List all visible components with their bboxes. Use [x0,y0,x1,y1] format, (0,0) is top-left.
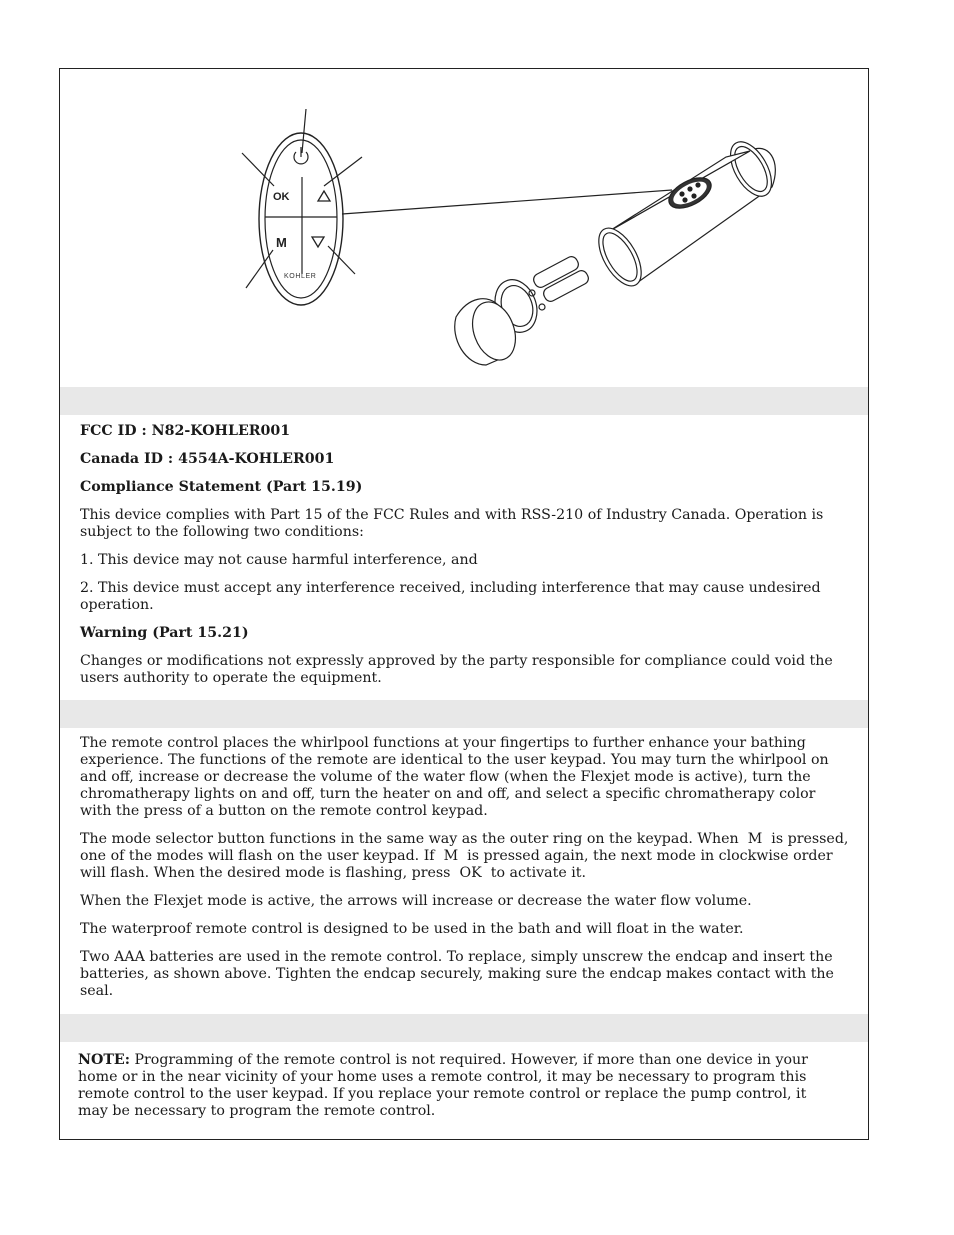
compliance-heading: Compliance Statement (Part 15.19) [80,479,363,495]
note-label: NOTE: [78,1052,130,1068]
condition-2: 2. This device must accept any interference received, including interference that may cause undesired operation. [80,580,821,613]
programming-note [78,1052,838,1120]
mode-key-ref: M [443,848,459,864]
canada-id: Canada ID : 4554A-KOHLER001 [80,451,335,467]
page-frame [59,68,869,1140]
operation-paragraph-5: Two AAA batteries are used in the remote control. To replace, simply unscrew the endcap and insert the batteries, as shown above. Tighten the endcap securely, making sure the endcap makes contact with the seal. [80,949,834,999]
mode-key-ref: M [747,831,763,847]
section-band-operation [60,700,868,728]
programming-section [78,1052,838,1131]
ok-key-ref: OK [459,865,482,881]
down-arrow-icon [312,237,324,247]
note-text: Programming of the remote control is not required. However, if more than one device in your home or in the near vicinity of your home uses a remote control, it may be necessary to program this remote control to the user keypad. If you replace your remote control or replace the pump control, it may be necessary to program the remote control. [78,1052,808,1119]
operation-paragraph-1: The remote control places the whirlpool functions at your fingertips to further enhance your bathing experience. The functions of the remote are identical to the user keypad. You may turn the whirlpool on and off, increase or decrease the volume of the water flow (when the Flexjet mode is active), turn the chromatherapy lights on and off, turn the heater on and off, and select a specific chromatherapy color with the press of a button on the remote control keypad. [80,735,829,819]
operation-paragraph-4: The waterproof remote control is designed to be used in the bath and will float in the water. [80,921,744,937]
warning-text: Changes or modifications not expressly approved by the party responsible for compliance could void the users authority to operate the equipment. [80,653,833,686]
brand-label: KOHLER [284,273,317,280]
warning-heading: Warning (Part 15.21) [80,625,249,641]
up-arrow-icon [318,191,330,201]
compliance-text: This device complies with Part 15 of the FCC Rules and with RSS-210 of Industry Canada. Operation is subject to the following two conditions: [80,507,824,540]
ok-label: OK [273,191,290,203]
operation-section [80,735,850,1011]
section-band-fcc [60,387,868,415]
endcap [455,296,523,366]
fcc-section [80,423,850,698]
remote-control-illustration [60,69,868,387]
power-icon [294,147,308,164]
section-band-programming [60,1014,868,1042]
batteries-icon [529,255,590,310]
condition-1: 1. This device may not cause harmful interference, and [80,552,478,568]
operation-paragraph-2: The mode selector button functions in the same way as the outer ring on the keypad. When M is pressed, one of the modes will flash on the user keypad. If M is pressed again, the next mode in clockwise order will flash. When the desired mode is flashing, press OK to activate it. [80,831,849,881]
operation-paragraph-3: When the Flexjet mode is active, the arrows will increase or decrease the water flow volume. [80,893,752,909]
fcc-id: FCC ID : N82-KOHLER001 [80,423,291,439]
mode-label: M [276,235,287,250]
